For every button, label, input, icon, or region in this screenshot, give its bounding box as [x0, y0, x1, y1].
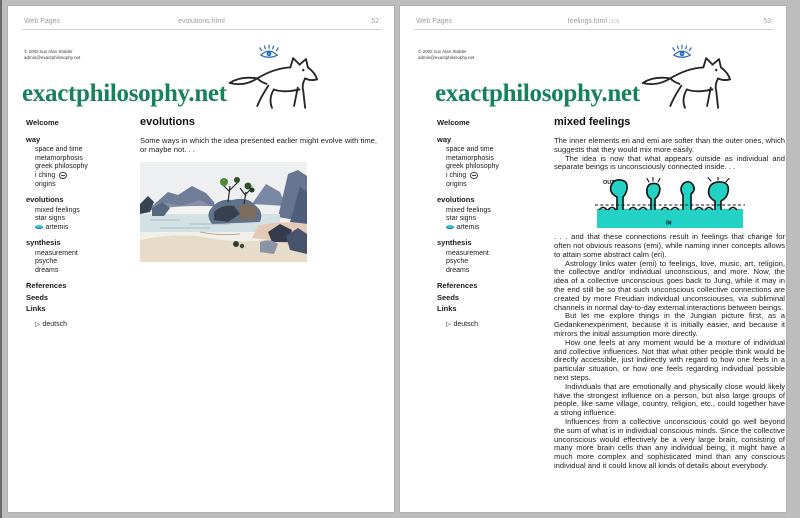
sidebar-item-label: Seeds: [437, 292, 460, 302]
iching-icon: [59, 172, 67, 180]
deutsch-icon: [446, 321, 451, 329]
sidebar-item-way[interactable]: [437, 135, 549, 144]
sidebar-item-label: metamorphosis: [35, 154, 83, 162]
sidebar-item-label: synthesis: [437, 238, 472, 247]
sidebar-item-space-and-time[interactable]: [437, 146, 549, 153]
sidebar-item-links[interactable]: [437, 304, 549, 313]
running-header: [22, 18, 381, 30]
sidebar-item-label: origins: [446, 180, 467, 188]
paragraph: Some ways in which the idea presented earlier might evolve with time, or maybe not. . .: [140, 136, 377, 154]
sidebar-item-greek-philosophy[interactable]: [437, 163, 549, 170]
header-doc-title: Web Pages: [24, 18, 61, 25]
header-file-suffix: (1/3): [608, 19, 620, 25]
sidebar-item-label: space and time: [446, 146, 494, 153]
sidebar-item-label: star signs: [35, 215, 65, 222]
sidebar-item-references[interactable]: [26, 281, 138, 290]
sidebar-item-artemis[interactable]: [437, 224, 549, 231]
running-header: [414, 18, 773, 30]
sidebar-item-label: deutsch: [453, 320, 479, 328]
sidebar-item-star-signs[interactable]: [437, 215, 549, 222]
copyright-line: © 2002 nux Alan Stalder: [24, 49, 73, 54]
paragraph: Individuals that are emotionally and physically close would likely have the strongest influence on a person, but also large groups of people, like same village, country, religion, etc., could together have a strong influence.: [554, 381, 785, 418]
sidebar-item-star-signs[interactable]: [26, 215, 138, 222]
header-file-name: evolutions.html: [178, 18, 225, 25]
sidebar-item-psyche[interactable]: [437, 258, 549, 265]
sidebar-item-label: space and time: [35, 146, 83, 153]
sidebar-item-origins[interactable]: [26, 181, 138, 188]
sidebar-item-label: psyche: [446, 258, 469, 265]
iching-icon: [470, 172, 478, 180]
logo-block: [20, 46, 350, 120]
copyright-line: © 2002 nux Alan Stalder: [418, 49, 467, 54]
sidebar-item-evolutions[interactable]: [437, 195, 549, 204]
chinese-landscape-painting: [140, 162, 307, 262]
deutsch-icon: [35, 321, 40, 329]
sidebar-item-i-ching[interactable]: [26, 172, 138, 180]
page-title: mixed feelings: [554, 116, 631, 128]
paragraph: The idea is now that what appears outside as individual and separate beings is unconsciously connected inside. . .: [554, 153, 785, 172]
sidebar-item-origins[interactable]: [437, 181, 549, 188]
sidebar-item-label: artemis: [45, 223, 69, 231]
sidebar-item-label: dreams: [35, 266, 59, 274]
header-doc-title: Web Pages: [416, 18, 453, 25]
sidebar-item-space-and-time[interactable]: [26, 146, 138, 153]
header-page-number: 53: [763, 18, 771, 25]
fox-logo-icon: [226, 54, 318, 112]
scan-edge-artifact: [0, 0, 2, 518]
sidebar-item-dreams[interactable]: [437, 267, 549, 274]
sidebar-item-label: evolutions: [26, 195, 64, 204]
sidebar-item-mixed-feelings[interactable]: [26, 207, 138, 214]
sidebar-item-label: References: [437, 281, 478, 290]
sidebar-item-label: deutsch: [42, 320, 68, 328]
sidebar-item-synthesis[interactable]: [26, 238, 138, 247]
sidebar-item-measurement[interactable]: [26, 250, 138, 257]
body-text-after-diagram: [554, 233, 785, 471]
page-title: evolutions: [140, 116, 196, 128]
paragraph: . . . and that these connections result in feelings that change for often not obvious reasons (emi), while naming inner concepts allows to attain some abstract calm (eri).: [554, 232, 785, 259]
sidebar-item-i-ching[interactable]: [437, 172, 549, 180]
paragraph: Influences from a collective unconscious could go well beyond the sum of what is in individual conscious minds. Since the collective unconscious would effectively be a very large brain, consisting of many more brain cells than any individual being, it might have a much more complex and sophisticated mind than any conscious individual and it could know all kinds of details about everybody.: [554, 416, 785, 470]
sidebar-item-label: Welcome: [437, 118, 470, 127]
sidebar-item-metamorphosis[interactable]: [26, 155, 138, 162]
sidebar-item-label: Links: [437, 304, 457, 313]
page-mixed-feelings: [400, 6, 786, 512]
copyright-email: admin@exactphilosophy.net: [24, 54, 81, 60]
sidebar-item-label: i ching: [446, 171, 467, 179]
sidebar-item-welcome[interactable]: [26, 118, 138, 127]
sidebar-item-label: Links: [26, 304, 46, 313]
header-page-number: 52: [371, 18, 379, 25]
page-evolutions: [8, 6, 394, 512]
copyright-email: admin@exactphilosophy.net: [418, 54, 475, 60]
sidebar-item-label: dreams: [446, 266, 470, 274]
sidebar-item-way[interactable]: [26, 135, 138, 144]
sidebar-item-evolutions[interactable]: [26, 195, 138, 204]
sidebar-item-deutsch[interactable]: [26, 321, 138, 329]
paragraph: How one feels at any moment would be a mixture of individual and collective influences. Not that what other people think would be directly accessible, just indirectly with regard to how one feels in a particular situation, or how one feels regarding individual possible next steps.: [554, 337, 785, 382]
sidebar-item-label: measurement: [35, 249, 78, 257]
sidebar-item-synthesis[interactable]: [437, 238, 549, 247]
sidebar-item-label: way: [26, 134, 41, 144]
sidebar-item-label: star signs: [446, 215, 476, 222]
diagram-in-label: IN: [665, 220, 671, 227]
sidebar-item-deutsch[interactable]: [437, 321, 549, 329]
sidebar-item-seeds[interactable]: [437, 293, 549, 302]
sidebar-item-label: Welcome: [26, 118, 59, 127]
site-logo[interactable]: exactphilosophy.net: [435, 80, 640, 107]
paragraph: Astrology links water (emi) to feelings, love, music, art, religion, the collective and/or individual unconscious, and more. Now, the idea of a collective unconscious goes back to Jung, while it may in the end still be so that such unconscious collective connections are created by more Freudian individual unconsciouses, via subliminal channels in normal day-to-day external interactions between beings.: [554, 258, 785, 312]
paragraph: But let me explore things in the Jungian picture first, as a Gedankenexperiment, because it is initially easier, and because it mirrors the initial assumption more directly.: [554, 311, 785, 338]
sidebar-item-welcome[interactable]: [437, 118, 549, 127]
sidebar-item-label: artemis: [456, 223, 480, 231]
sidebar-item-label: greek philosophy: [35, 163, 88, 170]
sidebar-item-references[interactable]: [437, 281, 549, 290]
sidebar-item-label: evolutions: [437, 195, 475, 204]
sidebar-item-label: measurement: [446, 249, 489, 257]
sidebar-item-links[interactable]: [26, 304, 138, 313]
intro-text: [140, 137, 377, 155]
main-content: [554, 116, 785, 471]
sidebar-item-label: mixed feelings: [446, 206, 491, 214]
header-file-name: feelings.html (1/3): [567, 18, 620, 25]
sidebar-item-seeds[interactable]: [26, 293, 138, 302]
site-logo[interactable]: exactphilosophy.net: [22, 80, 227, 107]
sidebar-item-artemis[interactable]: [26, 224, 138, 231]
sidebar-item-mixed-feelings[interactable]: [437, 207, 549, 214]
body-text-before-diagram: [554, 137, 785, 172]
sidebar-item-label: References: [26, 281, 67, 290]
sidebar-item-label: psyche: [35, 258, 58, 265]
sidebar-item-metamorphosis[interactable]: [437, 155, 549, 162]
sidebar-nav: [437, 118, 549, 330]
sidebar-nav: [26, 118, 138, 330]
sidebar-item-greek-philosophy[interactable]: [26, 163, 138, 170]
diagram-out-label: OUT: [602, 180, 615, 187]
artemis-icon: [446, 225, 454, 230]
sidebar-item-label: i ching: [35, 171, 56, 179]
sidebar-item-label: greek philosophy: [446, 163, 499, 170]
logo-block: [433, 46, 763, 120]
main-content: [140, 116, 377, 262]
sidebar-item-label: origins: [35, 180, 56, 188]
sidebar-item-psyche[interactable]: [26, 258, 138, 265]
paragraph: The inner elements eri and emi are softer than the outer ones, which suggests that they would mix more easily.: [554, 136, 785, 154]
fox-logo-icon: [639, 54, 731, 112]
sidebar-item-label: way: [437, 134, 452, 144]
sidebar-item-label: metamorphosis: [446, 154, 494, 162]
unconscious-connection-diagram: [595, 177, 745, 229]
sidebar-item-label: mixed feelings: [35, 206, 80, 214]
artemis-icon: [35, 225, 43, 230]
sidebar-item-dreams[interactable]: [26, 267, 138, 274]
sidebar-item-label: Seeds: [26, 292, 49, 302]
sidebar-item-label: synthesis: [26, 238, 61, 247]
sidebar-item-measurement[interactable]: [437, 250, 549, 257]
